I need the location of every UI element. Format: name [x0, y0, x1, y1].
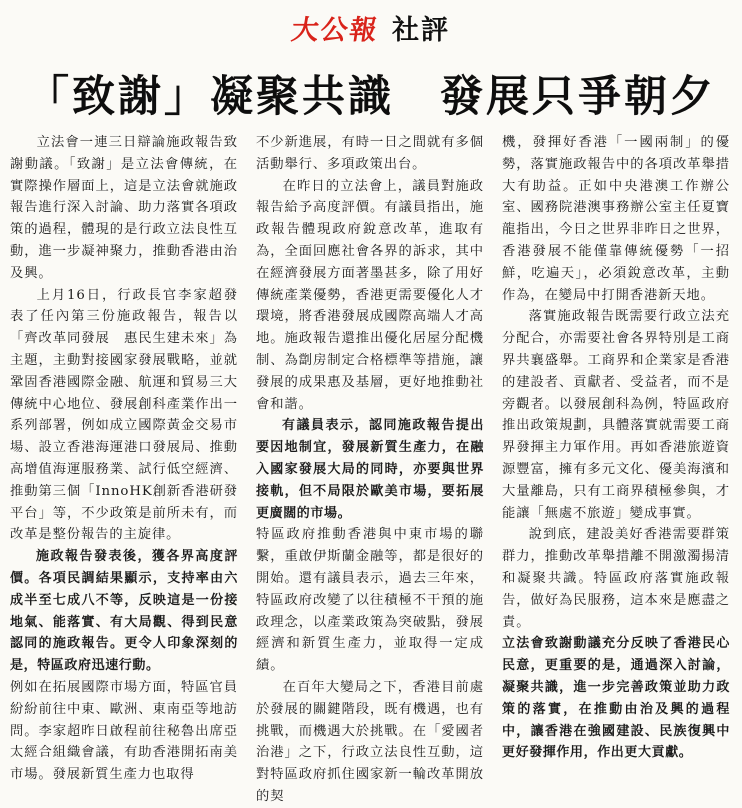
column-1: [10, 132, 238, 783]
article-body: [10, 132, 736, 804]
paragraph: 在百年大變局之下，香港目前處於發展的關鍵階段，既有機遇，也有挑戰，而機遇大於挑戰。在「愛國者治港」之下，行政立法良性互動，這對特區政府抓住國家新一輪改革開放的契: [256, 679, 484, 804]
paragraph: 不少新進展，有時一日之間就有多個活動舉行、多項政策出台。: [256, 135, 484, 172]
paragraph-bold: 施政報告發表後，獲各界高度評價。各項民調結果顯示，支持率由六成半至七成八不等，反映這是一份接地氣、能落實、有大局觀、得到民意認同的施政報告。更令人印象深刻的是，特區政府迅速行動。: [10, 549, 238, 674]
paragraph: 落實施政報告既需要行政立法充分配合，亦需要社會各界特別是工商界共襄盛舉。工商界和企業家是香港的建設者、貢獻者、受益者，而不是旁觀者。以發展創科為例，特區政府推出政策規劃，具體落實就需要工商界發揮主力軍作用。再如香港旅遊資源豐富，擁有多元文化、優美海濱和大量離島，只有工商界積極參與，才能讓「無處不旅遊」變成事實。: [502, 309, 730, 521]
newspaper-logo: 大公報: [289, 15, 381, 46]
paragraph: 例如在拓展國際市場方面，特區官員紛紛前往中東、歐洲、東南亞等地訪問。李家超昨日啟程前往秘魯出席亞太經合組織會議，有助香港開拓南美市場。發展新質生產力也取得: [10, 679, 238, 783]
paragraph: 上月16日，行政長官李家超發表了任內第三份施政報告，報告以「齊改革同發展 惠民生建未來」為主題，主動對接國家發展戰略，並就鞏固香港國際金融、航運和貿易三大傳統中心地位、發展創科產業作出一系列部署，例如成立國際黃金交易市場、設立香港海運港口發展局、推動高增值海運服務業、試行低空經濟、推動第三個「InnoHK創新香港研發平台」等，不少政策是前所未有，而改革是整份報告的主旋律。: [10, 287, 238, 543]
masthead: [0, 8, 742, 46]
paragraph: 說到底，建設美好香港需要群策群力，推動改革舉措離不開激濁揚清和凝聚共識。特區政府落實施政報告，做好為民服務，這本來是應盡之責。: [502, 527, 730, 630]
paragraph-bold: 有議員表示，認同施政報告提出要因地制宜，發展新質生產力，在融入國家發展大局的同時，亦要與世界接軌，但不局限於歐美市場，要拓展更廣闊的市場。: [256, 418, 484, 521]
paragraph: 在昨日的立法會上，議員對施政報告給予高度評價。有議員指出，施政報告體現政府銳意改革，進取有為，全面回應社會各界的訴求，其中在經濟發展方面著墨甚多，除了用好傳統產業優勢，香港更需要優化人才環境，將香港發展成國際高端人才高地。施政報告還推出優化居屋分配機制、為劏房制定合格標準等措施，讓發展的成果惠及基層，更好地推動社會和諧。: [256, 178, 484, 412]
paragraph: 機，發揮好香港「一國兩制」的優勢，落實施政報告中的各項改革舉措大有助益。正如中央港澳工作辦公室、國務院港澳事務辦公室主任夏寶龍指出，今日之世界非昨日之世界，香港發展不能僅靠傳統優勢「一招鮮，吃遍天」，必須銳意改革，主動作為，在變局中打開香港新天地。: [502, 135, 730, 303]
paragraph: 特區政府推動香港與中東市場的聯繫，重啟伊斯蘭金融等，都是很好的開始。還有議員表示，過去三年來，特區政府改變了以往積極不干預的施政理念，以產業政策為突破點，發展經濟和新質生產力，並取得一定成績。: [256, 527, 484, 674]
headline-part-1: 「致謝」凝聚共識: [26, 72, 394, 122]
paragraph: 立法會一連三日辯論施政報告致謝動議。「致謝」是立法會傳統，在實際操作層面上，這是立法會就施政報告進行深入討論、助力落實各項政策的過程，體現的是行政立法良性互動，進一步凝神聚力，推動香港由治及興。: [10, 135, 238, 281]
headline: [0, 68, 742, 126]
headline-part-2: 發展只爭朝夕: [439, 72, 716, 122]
section-label: 社評: [392, 15, 451, 46]
column-2: [256, 132, 484, 804]
column-3: [502, 132, 730, 761]
paragraph-bold: 立法會致謝動議充分反映了香港民心民意，更重要的是，通過深入討論，凝聚共識，進一步完善政策並助力政策的落實，在推動由治及興的過程中，讓香港在強國建設、民族復興中更好發揮作用，作出更大貢獻。: [502, 636, 730, 761]
